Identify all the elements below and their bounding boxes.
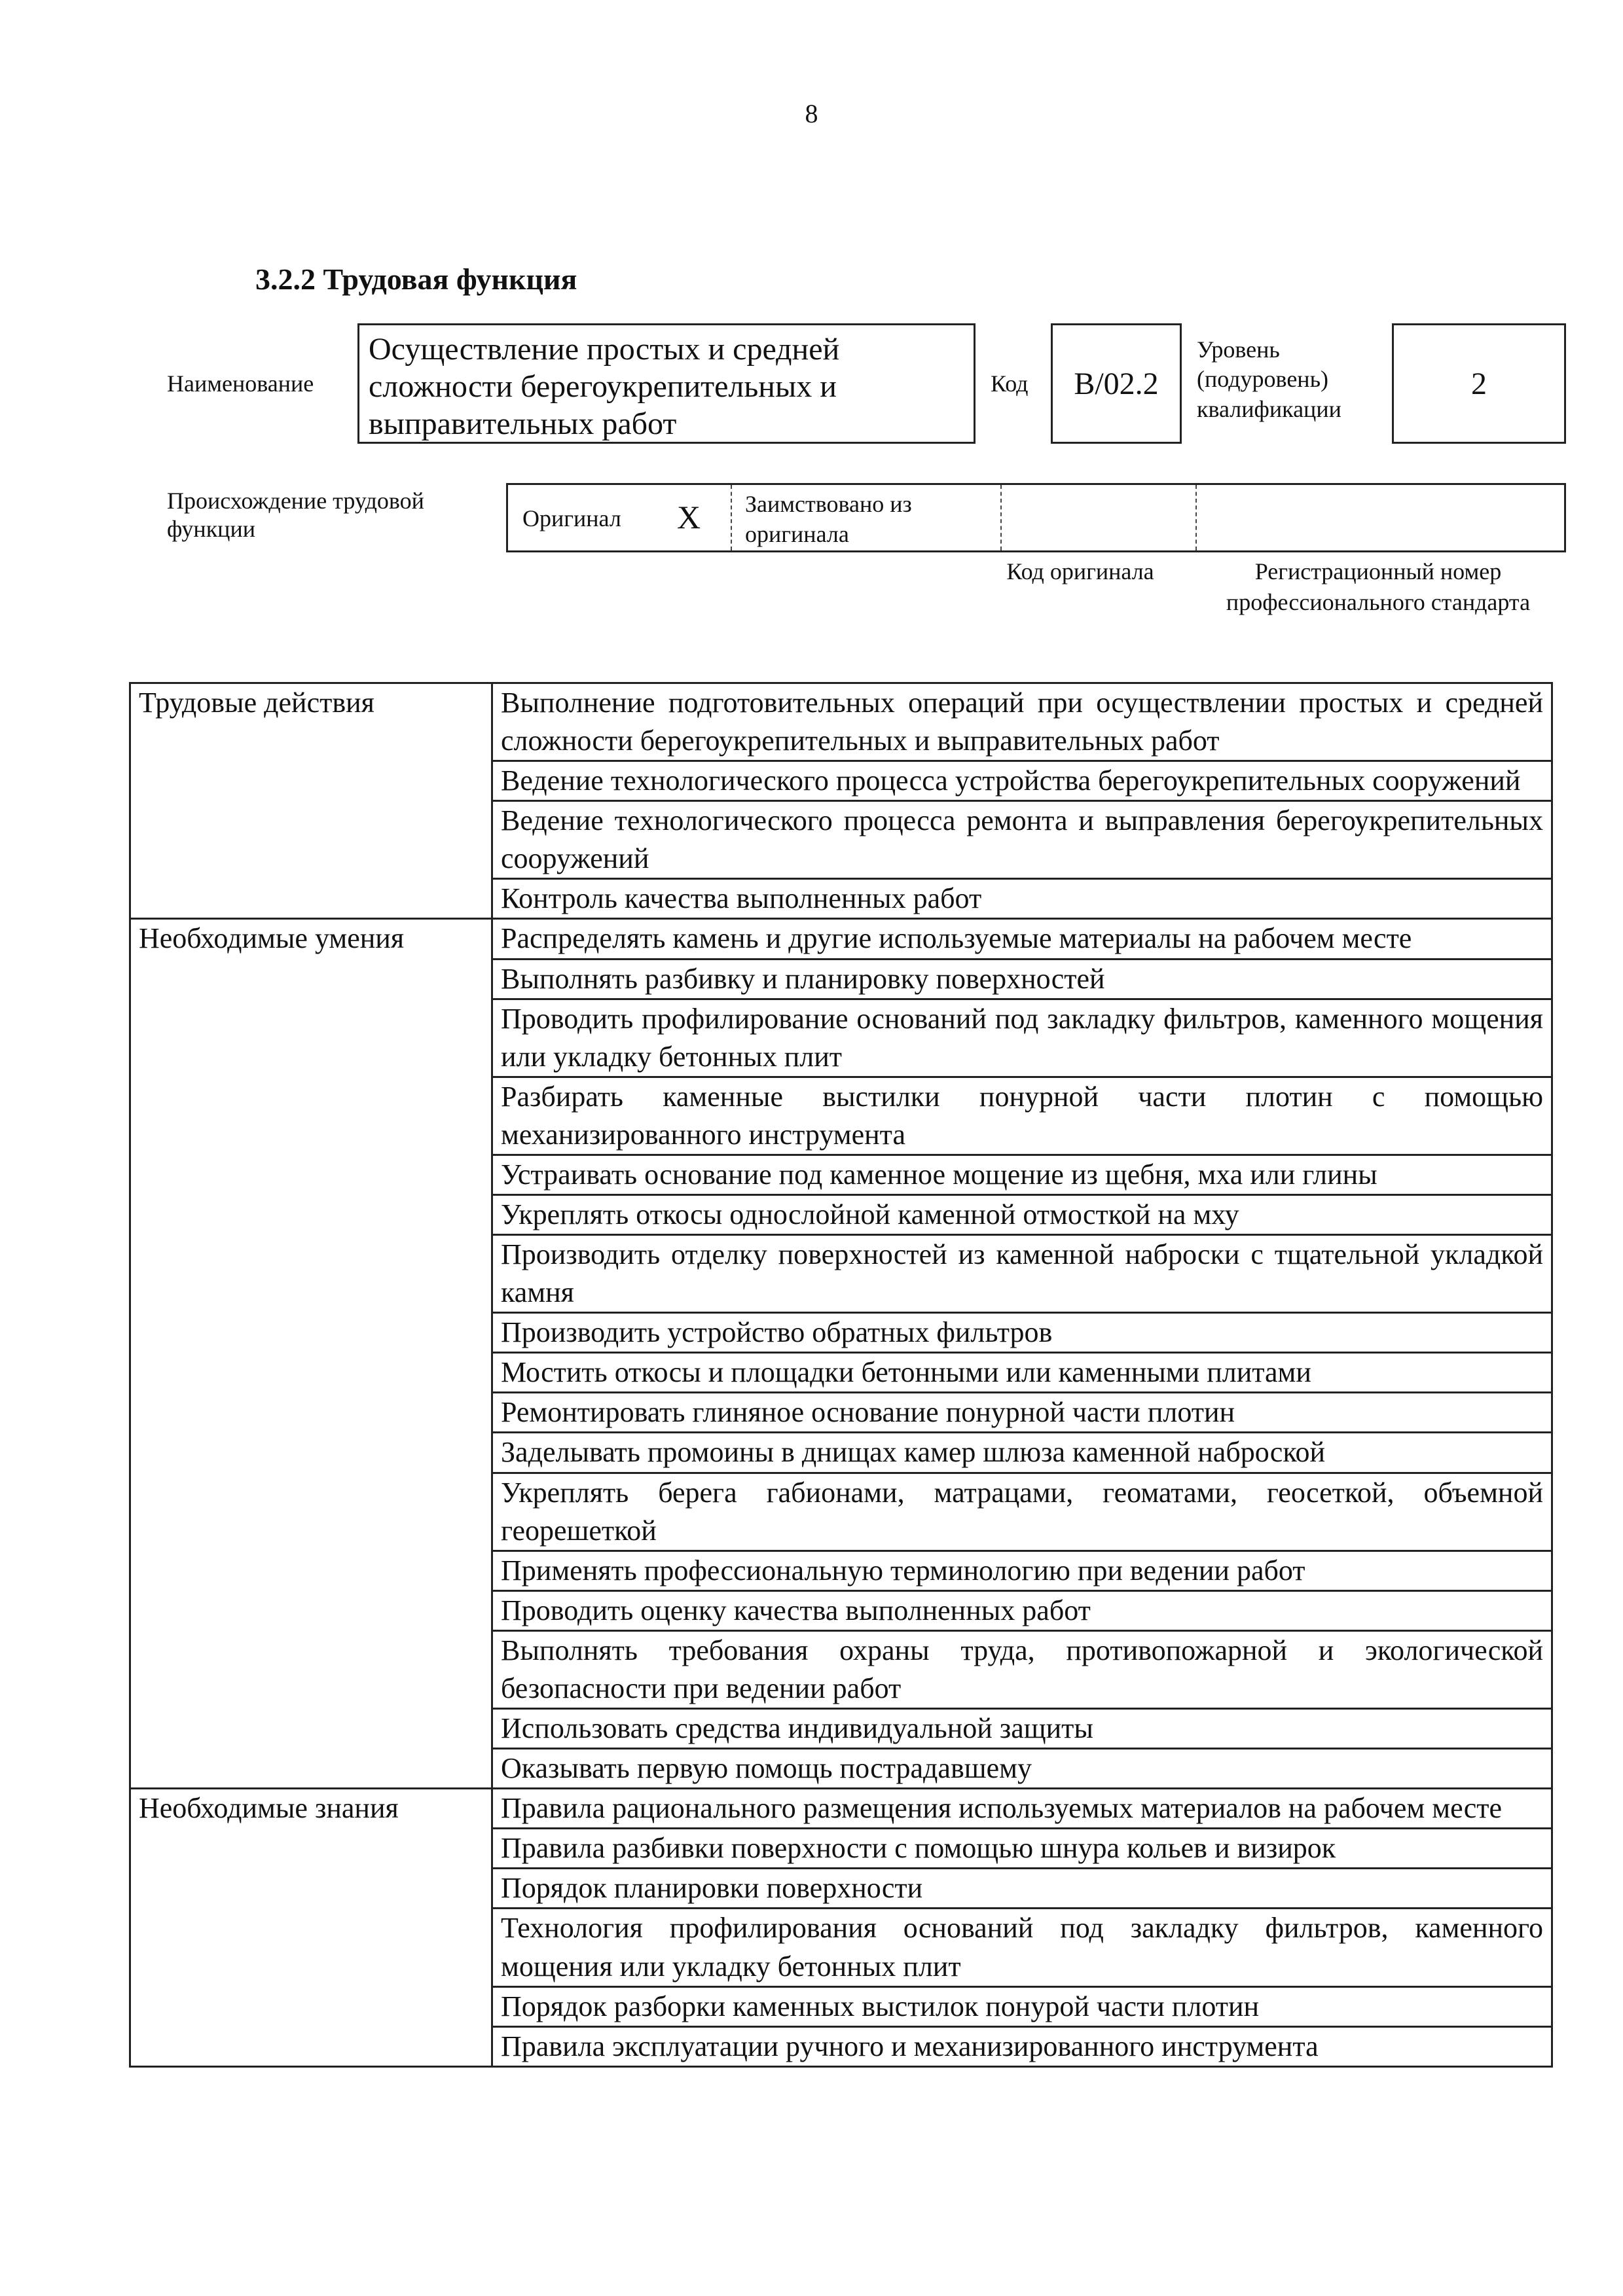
requirement-item: Порядок разборки каменных выстилок понурой части плотин	[492, 1986, 1552, 2026]
requirement-item: Разбирать каменные выстилки понурной части плотин с помощью механизированного инструмента	[492, 1077, 1552, 1155]
page-number: 8	[805, 99, 818, 128]
requirement-item: Использовать средства индивидуальной защиты	[492, 1709, 1552, 1749]
requirement-item: Ведение технологического процесса ремонта и выправления берегоукрепительных сооружений	[492, 801, 1552, 879]
origin-row	[506, 483, 1566, 552]
origin-divider	[1000, 485, 1002, 550]
requirement-item: Выполнение подготовительных операций при осуществлении простых и средней сложности берегоукрепительных и выправительных работ	[492, 683, 1552, 761]
borrowed-label: Заимствовано из оригинала	[745, 491, 912, 548]
level-label: Уровень (подуровень) квалификации	[1197, 336, 1341, 422]
requirement-item: Правила разбивки поверхности с помощью шнура кольев и визирок	[492, 1829, 1552, 1869]
code-box	[1051, 323, 1182, 444]
requirement-item: Производить устройство обратных фильтров	[492, 1313, 1552, 1353]
requirement-item: Выполнять разбивку и планировку поверхностей	[492, 959, 1552, 999]
level-box	[1392, 323, 1566, 444]
labor-function-table	[129, 682, 1553, 2068]
reg-number-caption: Регистрационный номер профессионального стандарта	[1226, 558, 1531, 615]
requirement-item: Выполнять требования охраны труда, противопожарной и экологической безопасности при ведении работ	[492, 1630, 1552, 1708]
table-row	[130, 683, 1552, 761]
requirement-item: Мостить откосы и площадки бетонными или каменными плитами	[492, 1353, 1552, 1393]
requirement-item: Проводить профилирование оснований под закладку фильтров, каменного мощения или укладку бетонных плит	[492, 999, 1552, 1077]
code-original-caption: Код оригинала	[1006, 558, 1154, 584]
level-value: 2	[1471, 366, 1487, 401]
section-title: 3.2.2 Трудовая функция	[255, 262, 577, 296]
original-label: Оригинал	[522, 505, 621, 531]
requirement-item: Контроль качества выполненных работ	[492, 879, 1552, 919]
requirement-item: Проводить оценку качества выполненных работ	[492, 1590, 1552, 1630]
original-mark: X	[677, 499, 701, 535]
requirement-item: Укреплять берега габионами, матрацами, геоматами, геосеткой, объемной георешеткой	[492, 1473, 1552, 1551]
requirement-item: Оказывать первую помощь пострадавшему	[492, 1749, 1552, 1789]
requirement-item: Устраивать основание под каменное мощение из щебня, мха или глины	[492, 1155, 1552, 1194]
origin-label: Происхождение трудовой функции	[167, 488, 424, 543]
section-title-cell: Необходимые умения	[130, 919, 492, 1789]
function-name: Осуществление простых и средней сложности берегоукрепительных и выправительных работ	[369, 332, 840, 442]
requirement-item: Правила эксплуатации ручного и механизированного инструмента	[492, 2026, 1552, 2066]
code-label: Код	[991, 370, 1029, 397]
section-title-cell: Трудовые действия	[130, 683, 492, 919]
table-row	[130, 1789, 1552, 1829]
origin-divider	[1195, 485, 1197, 550]
requirement-item: Заделывать промоины в днищах камер шлюза каменной наброской	[492, 1433, 1552, 1473]
requirement-item: Применять профессиональную терминологию при ведении работ	[492, 1551, 1552, 1590]
requirement-item: Порядок планировки поверхности	[492, 1869, 1552, 1909]
table-row	[130, 919, 1552, 959]
function-name-box	[357, 323, 976, 444]
origin-divider	[731, 485, 732, 550]
requirement-item: Ведение технологического процесса устройства берегоукрепительных сооружений	[492, 761, 1552, 801]
requirement-item: Правила рационального размещения используемых материалов на рабочем месте	[492, 1789, 1552, 1829]
requirement-item: Технология профилирования оснований под закладку фильтров, каменного мощения или укладку бетонных плит	[492, 1909, 1552, 1986]
requirement-item: Производить отделку поверхностей из каменной наброски с тщательной укладкой камня	[492, 1235, 1552, 1313]
code-value: B/02.2	[1074, 366, 1159, 401]
requirement-item: Распределять камень и другие используемые материалы на рабочем месте	[492, 919, 1552, 959]
requirement-item: Укреплять откосы однослойной каменной отмосткой на мху	[492, 1195, 1552, 1235]
requirement-item: Ремонтировать глиняное основание понурной части плотин	[492, 1393, 1552, 1433]
name-label: Наименование	[167, 370, 314, 397]
section-title-cell: Необходимые знания	[130, 1789, 492, 2067]
